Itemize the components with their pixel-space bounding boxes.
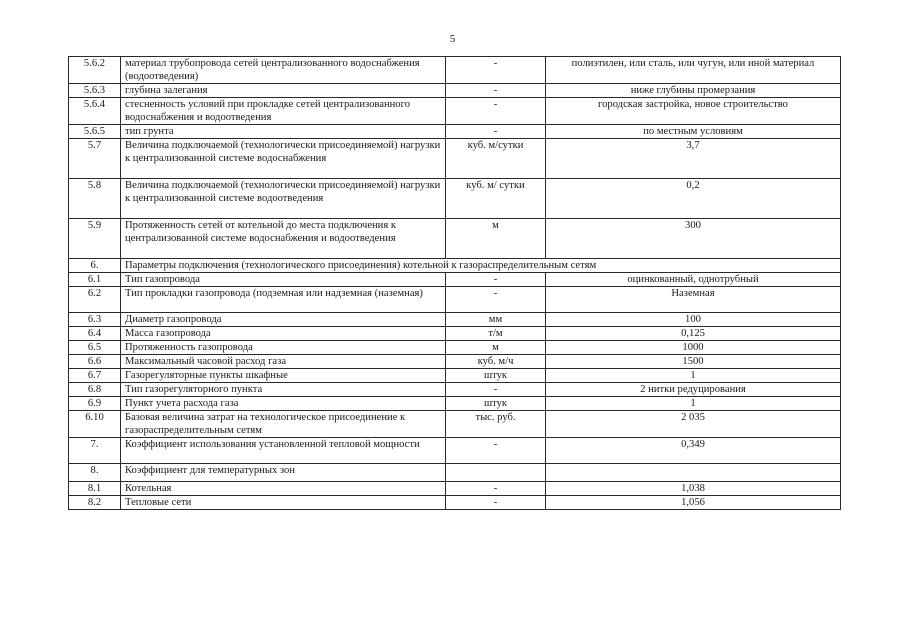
row-parameter-name: Коэффициент для температурных зон (121, 464, 446, 482)
row-unit: штук (446, 397, 546, 411)
row-number: 5.6.3 (69, 84, 121, 98)
row-unit: куб. м/ч (446, 355, 546, 369)
table-row (69, 259, 841, 273)
parameters-table (68, 56, 841, 510)
row-parameter-name: материал трубопровода сетей централизованного водоснабжения (водоотведения) (121, 57, 446, 84)
row-number: 6. (69, 259, 121, 273)
row-value: 1 (546, 397, 841, 411)
row-parameter-name: Масса газопровода (121, 327, 446, 341)
row-number: 6.6 (69, 355, 121, 369)
table-row (69, 98, 841, 125)
row-number: 8.2 (69, 496, 121, 510)
row-unit: - (446, 383, 546, 397)
row-unit: - (446, 125, 546, 139)
row-unit: - (446, 84, 546, 98)
row-value: оцинкованный, однотрубный (546, 273, 841, 287)
row-unit: - (446, 496, 546, 510)
row-unit: - (446, 287, 546, 313)
row-parameter-name: стесненность условий при прокладке сетей централизованного водоснабжения и водоотведения (121, 98, 446, 125)
row-value: 3,7 (546, 139, 841, 179)
row-parameter-name: Максимальный часовой расход газа (121, 355, 446, 369)
row-unit: м (446, 219, 546, 259)
row-parameter-name: Величина подключаемой (технологически присоединяемой) нагрузки к централизованной системе водоотведения (121, 179, 446, 219)
table-row (69, 369, 841, 383)
row-value: 100 (546, 313, 841, 327)
table-row (69, 313, 841, 327)
row-number: 5.6.5 (69, 125, 121, 139)
row-number: 7. (69, 438, 121, 464)
row-unit: штук (446, 369, 546, 383)
table-row (69, 464, 841, 482)
row-number: 5.7 (69, 139, 121, 179)
row-value: городская застройка, новое строительство (546, 98, 841, 125)
table-row (69, 287, 841, 313)
row-number: 8. (69, 464, 121, 482)
row-value: 1,038 (546, 482, 841, 496)
row-parameter-name: Диаметр газопровода (121, 313, 446, 327)
table-row (69, 496, 841, 510)
row-unit: куб. м/ сутки (446, 179, 546, 219)
row-unit: м (446, 341, 546, 355)
row-parameter-name: Протяженность сетей от котельной до места подключения к централизованной системе водоснабжения и водоотведения (121, 219, 446, 259)
row-number: 6.5 (69, 341, 121, 355)
table-row (69, 327, 841, 341)
row-unit: - (446, 57, 546, 84)
row-unit: - (446, 273, 546, 287)
row-number: 5.9 (69, 219, 121, 259)
row-unit (446, 464, 546, 482)
row-number: 6.10 (69, 411, 121, 438)
table-row (69, 84, 841, 98)
table-row (69, 125, 841, 139)
row-parameter-name: Величина подключаемой (технологически присоединяемой) нагрузки к централизованной системе водоснабжения (121, 139, 446, 179)
table-row (69, 482, 841, 496)
row-value: полиэтилен, или сталь, или чугун, или иной материал (546, 57, 841, 84)
row-parameter-name: Коэффициент использования установленной тепловой мощности (121, 438, 446, 464)
row-parameter-name: Тип газорегуляторного пункта (121, 383, 446, 397)
row-value: 1 (546, 369, 841, 383)
row-value: 0,2 (546, 179, 841, 219)
row-number: 6.4 (69, 327, 121, 341)
row-unit: мм (446, 313, 546, 327)
row-number: 6.3 (69, 313, 121, 327)
row-value: 1000 (546, 341, 841, 355)
row-parameter-name: Тип газопровода (121, 273, 446, 287)
row-parameter-name: глубина залегания (121, 84, 446, 98)
row-unit: тыс. руб. (446, 411, 546, 438)
row-parameter-name: Котельная (121, 482, 446, 496)
table-row (69, 397, 841, 411)
row-value: 300 (546, 219, 841, 259)
table-row (69, 438, 841, 464)
table-row (69, 219, 841, 259)
table-row (69, 355, 841, 369)
row-unit: - (446, 482, 546, 496)
table-row (69, 57, 841, 84)
row-value: 0,349 (546, 438, 841, 464)
row-parameter-name: Тепловые сети (121, 496, 446, 510)
row-unit: куб. м/сутки (446, 139, 546, 179)
row-number: 8.1 (69, 482, 121, 496)
row-parameter-name: Пункт учета расхода газа (121, 397, 446, 411)
row-value (546, 464, 841, 482)
table-row (69, 139, 841, 179)
table-row (69, 179, 841, 219)
table-row (69, 383, 841, 397)
row-unit: т/м (446, 327, 546, 341)
row-number: 6.1 (69, 273, 121, 287)
row-number: 6.9 (69, 397, 121, 411)
row-value: 1500 (546, 355, 841, 369)
row-number: 5.6.2 (69, 57, 121, 84)
row-number: 5.6.4 (69, 98, 121, 125)
row-value: 0,125 (546, 327, 841, 341)
row-value: ниже глубины промерзания (546, 84, 841, 98)
row-value: по местным условиям (546, 125, 841, 139)
row-parameter-name: Параметры подключения (технологического присоединения) котельной к газораспределительным сетям (121, 259, 841, 273)
row-value: 1,056 (546, 496, 841, 510)
row-number: 5.8 (69, 179, 121, 219)
row-parameter-name: Газорегуляторные пункты шкафные (121, 369, 446, 383)
table-row (69, 341, 841, 355)
row-parameter-name: тип грунта (121, 125, 446, 139)
row-parameter-name: Базовая величина затрат на технологическое присоединение к газораспределительным сетям (121, 411, 446, 438)
page-number: 5 (449, 33, 456, 45)
row-value: Наземная (546, 287, 841, 313)
row-number: 6.2 (69, 287, 121, 313)
row-unit: - (446, 98, 546, 125)
row-value: 2 нитки редуцирования (546, 383, 841, 397)
row-unit: - (446, 438, 546, 464)
row-number: 6.8 (69, 383, 121, 397)
table-row (69, 273, 841, 287)
row-number: 6.7 (69, 369, 121, 383)
row-value: 2 035 (546, 411, 841, 438)
row-parameter-name: Тип прокладки газопровода (подземная или надземная (наземная) (121, 287, 446, 313)
row-parameter-name: Протяженность газопровода (121, 341, 446, 355)
table-row (69, 411, 841, 438)
